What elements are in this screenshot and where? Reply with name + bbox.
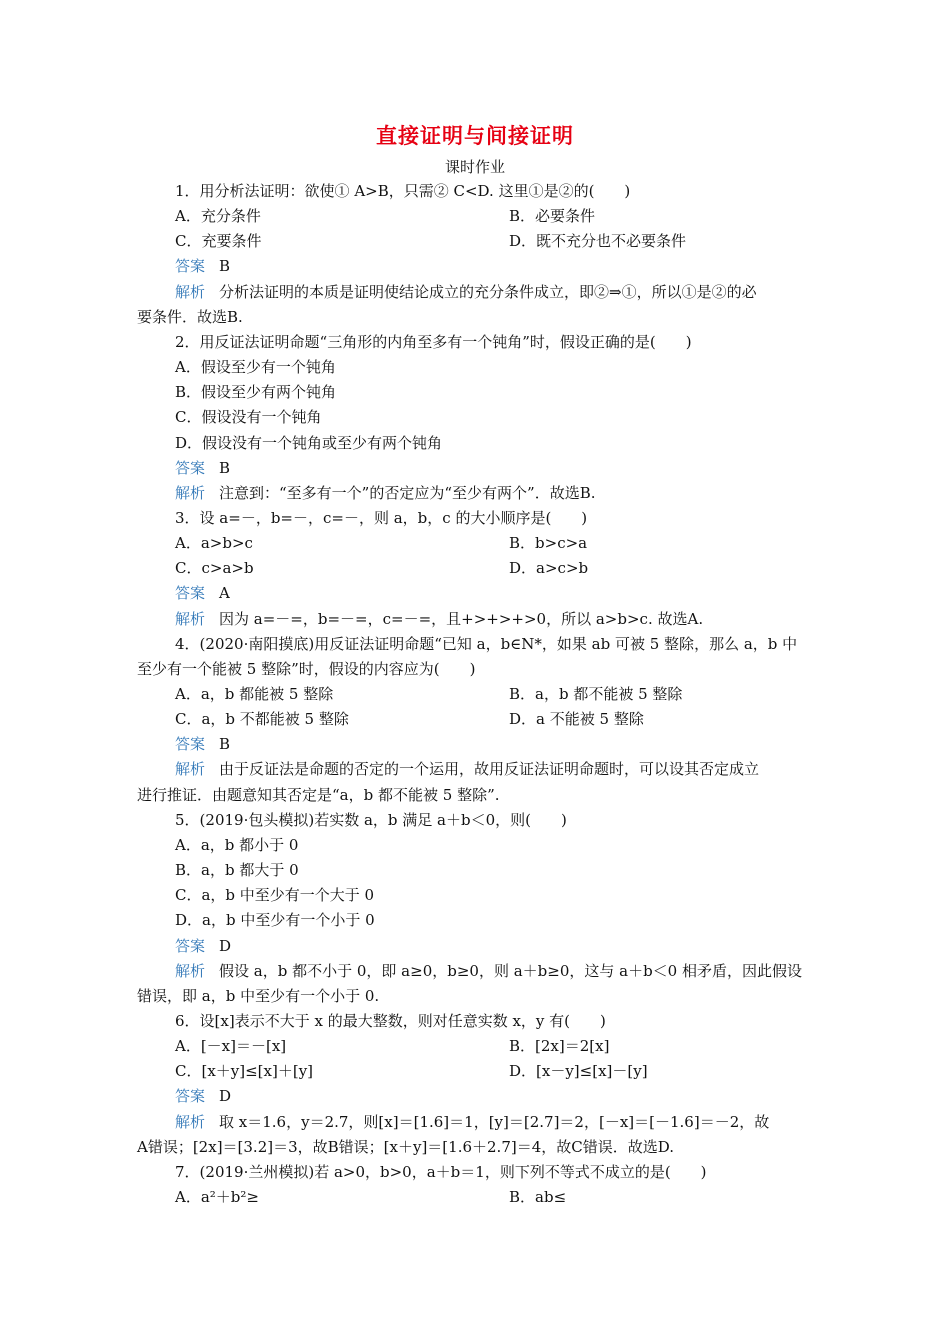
question-line: 1．用分析法证明：欲使① A>B，只需② C<D. 这里①是②的( ) [175, 182, 631, 200]
answer-text: D [219, 1087, 232, 1106]
continuation-line: 进行推证．由题意知其否定是“a，b 都不能被 5 整除”. [137, 785, 500, 804]
option-item: A．a，b 都小于 0 [175, 835, 299, 854]
option-item: B．必要条件 [509, 207, 596, 226]
question-line: 5．(2019·包头模拟)若实数 a，b 满足 a＋b＜0，则( ) [175, 810, 567, 829]
analysis-label: 解析 [175, 609, 206, 628]
option-item: C．充要条件 [175, 232, 262, 251]
analysis-text: 因为 a=－=，b=－=，c=－=，且+>+>+>0，所以 a>b>c. 故选A. [219, 609, 704, 628]
option-item: D．[x－y]≤[x]－[y] [509, 1062, 648, 1081]
answer-line [175, 254, 855, 279]
continuation-line: 要条件．故选B. [137, 307, 243, 326]
analysis-label: 解析 [175, 961, 206, 980]
option-item: D．既不充分也不必要条件 [509, 232, 687, 251]
option-item: A．[－x]＝－[x] [175, 1037, 287, 1056]
analysis-line [175, 280, 855, 305]
option-item: B．假设至少有两个钝角 [175, 383, 337, 402]
option-item: A．假设至少有一个钝角 [175, 358, 336, 377]
question-line: 3．设 a=－，b=－，c=－，则 a，b，c 的大小顺序是( ) [175, 508, 588, 527]
option-item: A．充分条件 [175, 207, 261, 226]
analysis-text: 注意到：“至多有一个”的否定应为“至少有两个”．故选B. [219, 483, 596, 502]
option-item: B．a，b 都大于 0 [175, 861, 299, 880]
analysis-line [175, 607, 855, 632]
option-item: C．假设没有一个钝角 [175, 408, 322, 427]
analysis-line [175, 959, 855, 984]
option-item: A．a²＋b²≥ [175, 1188, 259, 1206]
answer-line [175, 732, 855, 757]
option-item: C．c>a>b [175, 559, 254, 578]
option-item: D．a 不能被 5 整除 [509, 710, 644, 729]
answer-line [175, 581, 855, 606]
analysis-text: 由于反证法是命题的否定的一个运用，故用反证法证明命题时，可以设其否定成立 [219, 760, 760, 779]
option-item: C．a，b 中至少有一个大于 0 [175, 886, 375, 905]
option-item: C．a，b 不都能被 5 整除 [175, 710, 349, 729]
analysis-line [175, 481, 855, 506]
question-line: 2．用反证法证明命题“三角形的内角至多有一个钝角”时，假设正确的是( ) [175, 332, 692, 351]
option-item: B．b>c>a [509, 534, 588, 553]
option-item: B．[2x]＝2[x] [509, 1037, 610, 1056]
answer-line [175, 456, 855, 481]
analysis-label: 解析 [175, 760, 206, 779]
answer-text: B [219, 257, 231, 276]
analysis-label: 解析 [175, 483, 206, 502]
option-item: A．a，b 都能被 5 整除 [175, 685, 334, 703]
option-item: A．a>b>c [175, 534, 253, 553]
answer-label: 答案 [175, 1087, 206, 1106]
page-title: 直接证明与间接证明 [376, 123, 574, 148]
analysis-text: 假设 a，b 都不小于 0，即 a≥0，b≥0，则 a＋b≥0，这与 a＋b＜0 相矛盾，因此假设 [219, 961, 802, 980]
answer-text: B [219, 458, 231, 477]
option-item: D．a>c>b [509, 559, 589, 578]
answer-label: 答案 [175, 735, 206, 754]
continuation-line: 至少有一个能被 5 整除”时，假设的内容应为( ) [137, 659, 476, 678]
option-item: D．a，b 中至少有一个小于 0 [175, 911, 375, 930]
option-item: D．假设没有一个钝角或至少有两个钝角 [175, 433, 443, 452]
analysis-text: 分析法证明的本质是证明使结论成立的充分条件成立，即②⇒①，所以①是②的必 [219, 282, 757, 301]
question-line: 7．(2019·兰州模拟)若 a>0，b>0，a＋b＝1，则下列不等式不成立的是( ) [175, 1162, 707, 1181]
analysis-label: 解析 [175, 1112, 206, 1131]
analysis-label: 解析 [175, 282, 206, 301]
answer-label: 答案 [175, 936, 206, 955]
page-subtitle: 课时作业 [444, 158, 505, 176]
continuation-line: 错误，即 a，b 中至少有一个小于 0. [137, 986, 380, 1005]
answer-line [175, 1084, 855, 1109]
answer-text: A [219, 584, 230, 603]
answer-label: 答案 [175, 458, 206, 477]
answer-line [175, 934, 855, 959]
option-item: B．ab≤ [509, 1188, 567, 1206]
question-line: 6．设[x]表示不大于 x 的最大整数，则对任意实数 x，y 有( ) [175, 1011, 606, 1030]
answer-label: 答案 [175, 584, 206, 603]
option-item: C．[x＋y]≤[x]＋[y] [175, 1062, 314, 1081]
analysis-text: 取 x＝1.6，y＝2.7，则[x]＝[1.6]＝1，[y]＝[2.7]＝2，[－x]＝[－1.6]＝－2，故 [219, 1112, 770, 1131]
answer-text: B [219, 735, 231, 754]
question-line: 4．(2020·南阳摸底)用反证法证明命题“已知 a，b∈N*，如果 ab 可被 5 整除，那么 a，b 中 [175, 634, 798, 653]
analysis-line [175, 1110, 855, 1135]
option-item: B．a，b 都不能被 5 整除 [509, 685, 683, 703]
analysis-line [175, 757, 855, 782]
continuation-line: A错误；[2x]＝[3.2]＝3，故B错误；[x＋y]＝[1.6＋2.7]＝4，故C错误．故选D. [137, 1137, 674, 1156]
answer-label: 答案 [175, 257, 206, 276]
answer-text: D [219, 936, 232, 955]
